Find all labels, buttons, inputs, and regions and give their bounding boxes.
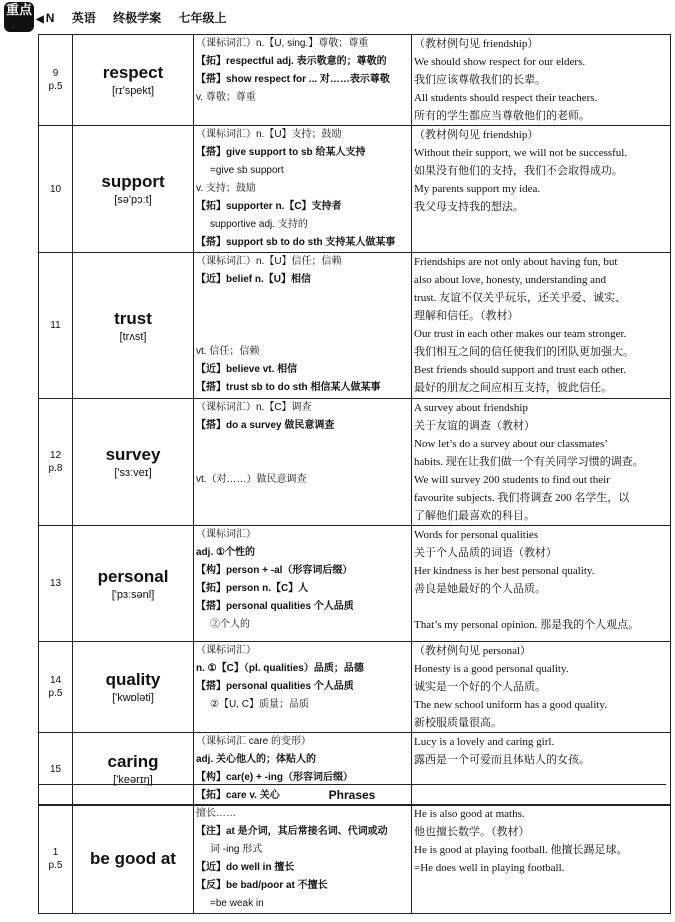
phonetic: ['sɜːveɪ]: [114, 467, 152, 479]
phrases-title-table: [38, 784, 666, 806]
page-header: [0, 0, 675, 34]
entry-page: p.5: [48, 860, 63, 871]
definition-line: 【近】believe vt. 相信: [196, 364, 298, 375]
example-line: Without their support, we will not be successful.: [414, 147, 628, 159]
example-line: favourite subjects. 我们将调查 200 名学生，以: [414, 492, 630, 504]
example-line: =He does well in playing football.: [414, 862, 565, 874]
example-line: [414, 598, 668, 616]
example-line: 露西是一个可爱而且体贴人的女孩。: [414, 754, 590, 766]
definition-line: 【近】belief n.【U】相信: [196, 274, 312, 285]
entry-number: 1: [52, 847, 59, 858]
definition-line: =give sb support: [210, 165, 284, 176]
entry-number-cell: [39, 126, 73, 253]
example-line: Lucy is a lovely and caring girl.: [414, 736, 555, 748]
rows-row: [39, 253, 671, 399]
definition-cell: [194, 399, 412, 526]
definition-line: 【反】be bad/poor at 不擅长: [196, 880, 328, 891]
definition-line: 【近】do well in 擅长: [196, 862, 295, 873]
headword-cell: [73, 35, 194, 126]
example-line: 关于友谊的调查（教材）: [414, 420, 535, 432]
definition-line: 【构】car(e) + -ing（形容词后缀）: [196, 772, 353, 783]
definition-line: vt.（对……）做民意调查: [196, 474, 307, 485]
definition-line: 【拓】person n.【C】人: [196, 583, 309, 594]
headword: caring: [107, 752, 159, 771]
example-line: 了解他们最喜欢的科目。: [414, 510, 535, 522]
example-line: The new school uniform has a good quality.: [414, 699, 607, 711]
phonetic: ['kwɒləti]: [112, 692, 154, 704]
headword: support: [101, 172, 165, 191]
definition-line: 【拓】respectful adj. 表示敬意的；尊敬的: [196, 56, 387, 67]
example-line: Our trust in each other makes our team stronger.: [414, 328, 627, 340]
definition-line: ②个人的: [210, 619, 250, 630]
rows-row: [39, 642, 671, 733]
example-line: He is good at playing football. 他擅长踢足球。: [414, 844, 628, 856]
definition-line: vt. 信任；信赖: [196, 346, 260, 357]
definition-line: （课标词汇）n.【U】支持；鼓励: [196, 129, 342, 140]
example-line: Words for personal qualities: [414, 529, 539, 541]
entry-page: p.5: [48, 688, 63, 699]
definition-line: 【拓】care v. 关心: [196, 790, 280, 801]
example-line: 如果没有他们的支持，我们不会取得成功。: [414, 165, 623, 177]
example-line: 他也擅长数学。（教材）: [414, 826, 530, 838]
definition-line: 【搭】personal qualities 个人品质: [196, 601, 354, 612]
book-logo: 重点: [4, 2, 34, 32]
headword: quality: [105, 670, 161, 689]
example-cell: [412, 126, 671, 253]
example-cell: [412, 526, 671, 642]
definition-line: 【构】person + -al（形容词后缀）: [196, 565, 353, 576]
example-line: habits. 现在让我们做一个有关同学习惯的调查。: [414, 456, 644, 468]
definition-line: adj. 关心他人的；体贴人的: [196, 754, 317, 765]
definition-line: 【搭】trust sb to do sth 相信某人做某事: [196, 382, 381, 393]
headword-cell: [73, 399, 194, 526]
entry-number-cell: [39, 253, 73, 399]
example-line: We will survey 200 students to find out their: [414, 474, 610, 486]
rows-row: [39, 126, 671, 253]
phonetic: [trʌst]: [119, 330, 147, 343]
entry-page: p.8: [48, 463, 63, 474]
triangle-icon: ◀: [36, 14, 44, 25]
definition-line: 【注】at 是介词，其后常接名词、代词或动: [196, 826, 388, 837]
entry-number: 10: [49, 183, 62, 195]
entry-number: 9: [52, 68, 59, 79]
entry-number: 12: [49, 450, 62, 461]
rows-row: [39, 399, 671, 526]
phrases-row: [39, 805, 671, 914]
definition-line: =be weak in: [210, 898, 264, 909]
entry-number: 11: [50, 320, 61, 331]
headword-cell: [73, 253, 194, 399]
headword-cell: [73, 126, 194, 253]
example-line: We should show respect for our elders.: [414, 56, 586, 68]
header-title: [36, 9, 240, 26]
definition-line: （课标词汇）n.【C】调查: [196, 402, 312, 413]
definition-cell: [194, 126, 412, 253]
example-line: My parents support my idea.: [414, 183, 541, 195]
definition-line: 擅长……: [196, 808, 236, 819]
entry-number-cell: [39, 399, 73, 526]
definition-line: n. ①【C】（pl. qualities）品质；品德: [196, 663, 364, 674]
definition-cell: [194, 805, 412, 914]
rows-row: [39, 35, 671, 126]
definition-cell: [194, 642, 412, 733]
example-line: 理解和信任。（教材）: [414, 310, 519, 322]
entry-number-cell: [39, 642, 73, 733]
definition-line: [196, 307, 409, 325]
entry-number: 13: [49, 578, 62, 589]
example-line: That’s my personal opinion. 那是我的个人观点。: [414, 619, 640, 631]
definition-line: （课标词汇）: [196, 529, 256, 540]
phonetic: ['keərɪŋ]: [113, 774, 153, 786]
example-cell: [412, 253, 671, 399]
entry-number-cell: [39, 526, 73, 642]
example-line: A survey about friendship: [414, 402, 528, 414]
example-line: 所有的学生都应当尊敬他们的老师。: [414, 110, 590, 122]
example-cell: [412, 642, 671, 733]
example-cell: [412, 399, 671, 526]
entry-number: 14: [49, 675, 62, 686]
example-line: Honesty is a good personal quality.: [414, 663, 569, 675]
definition-line: [196, 289, 409, 307]
example-line: 诚实是一个好的个人品质。: [414, 681, 546, 693]
definition-line: [196, 453, 409, 471]
phonetic: ['pɜːsənl]: [111, 588, 155, 601]
definition-line: v. 尊敬；尊重: [196, 92, 256, 103]
vocab-table: [38, 34, 671, 806]
example-line: Best friends should support and trust each other.: [414, 364, 627, 376]
example-line: also about love, honesty, understanding and: [414, 274, 607, 286]
phonetic: [sə'pɔːt]: [114, 194, 152, 206]
example-line: （教材例句见 friendship）: [414, 129, 539, 141]
definition-cell: [194, 253, 412, 399]
definition-line: [196, 435, 409, 453]
definition-line: supportive adj. 支持的: [210, 219, 308, 230]
definition-line: （课标词汇）n.【U, sing.】尊敬；尊重: [196, 38, 369, 49]
rows-row: [39, 526, 671, 642]
headword: personal: [97, 566, 169, 586]
headword-cell: [73, 642, 194, 733]
headword: respect: [102, 63, 164, 82]
definition-line: 【拓】supporter n.【C】支持者: [196, 201, 342, 212]
example-line: 新校服质量很高。: [414, 717, 502, 729]
definition-line: 【搭】support sb to do sth 支持某人做某事: [196, 237, 396, 248]
example-line: （教材例句见 personal）: [414, 645, 532, 657]
definition-cell: [194, 526, 412, 642]
header-grade: 七年级上: [178, 11, 227, 25]
entry-number-cell: [39, 35, 73, 126]
example-line: He is also good at maths.: [414, 808, 525, 820]
definition-line: （课标词汇）: [196, 645, 256, 656]
phrases-title: Phrases: [38, 785, 666, 806]
headword-cell: [73, 805, 194, 914]
headword: survey: [105, 445, 161, 464]
entry-number-cell: [39, 805, 73, 914]
example-line: 我们相互之间的信任使我们的团队更加强大。: [414, 346, 634, 358]
example-line: 我们应该尊敬我们的长辈。: [414, 74, 546, 86]
entry-number: 15: [49, 763, 62, 775]
definition-line: （课标词汇）n.【U】信任；信赖: [196, 256, 342, 267]
definition-cell: [194, 35, 412, 126]
headword: be good at: [90, 849, 176, 868]
definition-line: v. 支持；鼓励: [196, 183, 256, 194]
example-line: 善良是她最好的个人品质。: [414, 583, 546, 595]
definition-line: （课标词汇 care 的变形）: [196, 736, 312, 747]
definition-line: adj. ①个性的: [196, 547, 255, 558]
definition-line: 【搭】give support to sb 给某人支持: [196, 147, 366, 158]
definition-line: ②【U, C】质量；品质: [210, 699, 309, 710]
definition-line: 【搭】do a survey 做民意调查: [196, 420, 335, 431]
example-line: Her kindness is her best personal quality.: [414, 565, 595, 577]
example-line: 我父母支持我的想法。: [414, 201, 524, 213]
header-subject: 英语: [71, 11, 96, 25]
headword: trust: [114, 308, 152, 328]
definition-line: 【搭】show respect for ... 对……表示尊敬: [196, 74, 390, 85]
header-letter: N: [45, 11, 55, 25]
definition-line: 【搭】personal qualities 个人品质: [196, 681, 354, 692]
example-line: 关于个人品质的词语（教材）: [414, 547, 557, 559]
phrases-table: [38, 804, 671, 914]
headword-cell: [73, 526, 194, 642]
example-line: （教材例句见 friendship）: [414, 38, 539, 50]
entry-page: p.5: [48, 81, 63, 92]
definition-line: [196, 325, 409, 343]
definition-line: 词 -ing 形式: [210, 844, 263, 855]
example-cell: [412, 35, 671, 126]
header-book: 终极学案: [113, 11, 162, 25]
example-line: trust. 友谊不仅关乎玩乐，还关乎爱、诚实、: [414, 292, 627, 304]
example-line: 最好的朋友之间应相互支持，彼此信任。: [414, 382, 612, 394]
phonetic: [rɪ'spekt]: [111, 85, 155, 97]
example-line: All students should respect their teachers.: [414, 92, 598, 104]
example-line: Friendships are not only about having fun, but: [414, 256, 618, 268]
example-cell: [412, 805, 671, 914]
example-line: Now let’s do a survey about our classmates’: [414, 438, 608, 450]
